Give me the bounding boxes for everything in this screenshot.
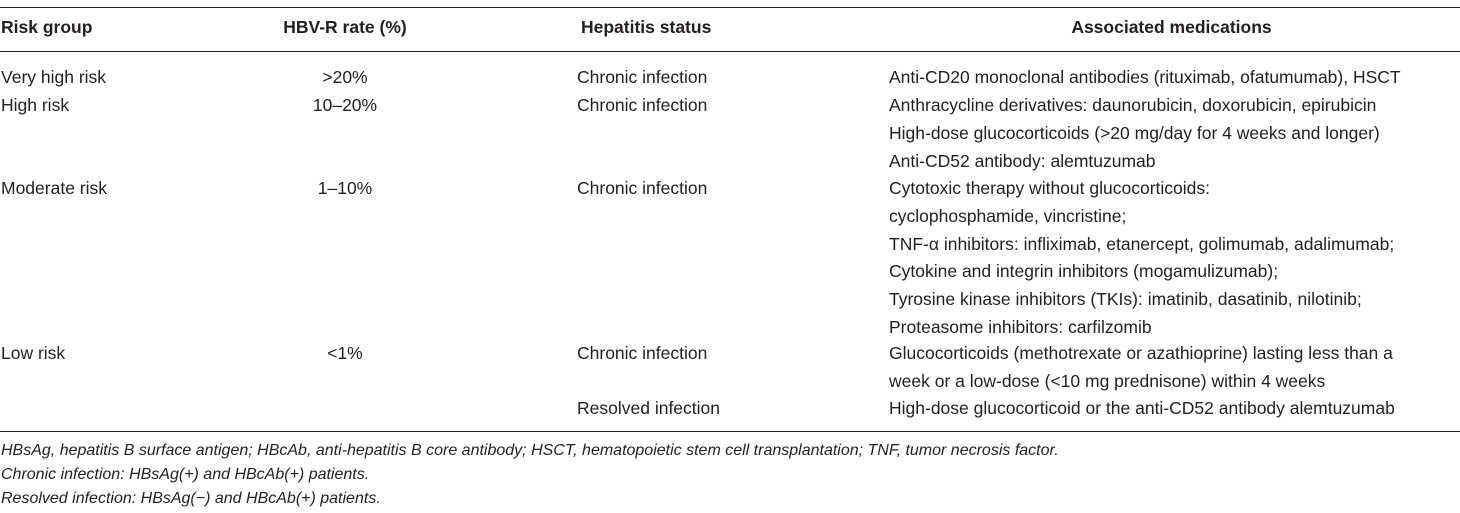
footnote-resolved-infection: Resolved infection: HBsAg(−) and HBcAb(+) patients. xyxy=(1,490,381,507)
cell-rate: <1% xyxy=(327,343,363,363)
cell-status: Chronic infection xyxy=(577,178,708,198)
medication-line: High-dose glucocorticoid or the anti-CD52 antibody alemtuzumab xyxy=(889,398,1395,418)
cell-risk-group: Moderate risk xyxy=(1,178,108,198)
cell-rate: 1–10% xyxy=(317,178,373,198)
cell-medications xyxy=(889,94,1380,177)
medication-line: Anti-CD52 antibody: alemtuzumab xyxy=(889,150,1156,171)
medication-line: Anthracycline derivatives: daunorubicin, doxorubicin, epirubicin xyxy=(889,95,1377,115)
cell-rate: >20% xyxy=(322,67,368,87)
medication-line: Proteasome inhibitors: carfilzomib xyxy=(889,316,1152,337)
footnote-abbreviations: HBsAg, hepatitis B surface antigen; HBcAb, anti-hepatitis B core antibody; HSCT, hematopoietic stem cell transplantation; TNF, tumor necrosis factor. xyxy=(1,442,1059,459)
medication-line: Cytotoxic therapy without glucocorticoids: xyxy=(889,178,1210,198)
table-header-rule xyxy=(0,51,1460,52)
footnote-chronic-infection: Chronic infection: HBsAg(+) and HBcAb(+) patients. xyxy=(1,466,370,483)
cell-risk-group: Low risk xyxy=(1,343,66,363)
header-hepatitis-status: Hepatitis status xyxy=(581,17,712,37)
cell-risk-group: Very high risk xyxy=(1,67,107,87)
header-risk-group: Risk group xyxy=(1,17,93,37)
medication-line: Tyrosine kinase inhibitors (TKIs): imatinib, dasatinib, nilotinib; xyxy=(889,289,1362,310)
medication-line: Anti-CD20 monoclonal antibodies (rituximab, ofatumumab), HSCT xyxy=(889,67,1401,87)
cell-status: Chronic infection xyxy=(577,95,708,115)
cell-status: Chronic infection xyxy=(577,67,708,87)
cell-medications xyxy=(889,177,1394,344)
medication-line: High-dose glucocorticoids (>20 mg/day for 4 weeks and longer) xyxy=(889,122,1380,143)
table-top-rule xyxy=(0,7,1460,8)
medication-line: Glucocorticoids (methotrexate or azathioprine) lasting less than a xyxy=(889,343,1393,363)
medication-line: cyclophosphamide, vincristine; xyxy=(889,205,1127,226)
cell-risk-group: High risk xyxy=(1,95,70,115)
medication-line: Cytokine and integrin inhibitors (mogamulizumab); xyxy=(889,261,1279,282)
cell-medications xyxy=(889,66,1401,94)
header-associated-medications: Associated medications xyxy=(1071,17,1272,37)
cell-status: Resolved infection xyxy=(577,398,720,418)
cell-medications xyxy=(889,397,1395,425)
header-hbvr-rate: HBV-R rate (%) xyxy=(283,17,407,37)
cell-status: Chronic infection xyxy=(577,343,708,363)
table-bottom-rule xyxy=(0,431,1460,432)
cell-rate: 10–20% xyxy=(312,95,378,115)
cell-medications xyxy=(889,342,1393,398)
medication-line: TNF-α inhibitors: infliximab, etanercept, golimumab, adalimumab; xyxy=(889,233,1395,254)
medication-line: week or a low-dose (<10 mg prednisone) within 4 weeks xyxy=(889,370,1326,391)
